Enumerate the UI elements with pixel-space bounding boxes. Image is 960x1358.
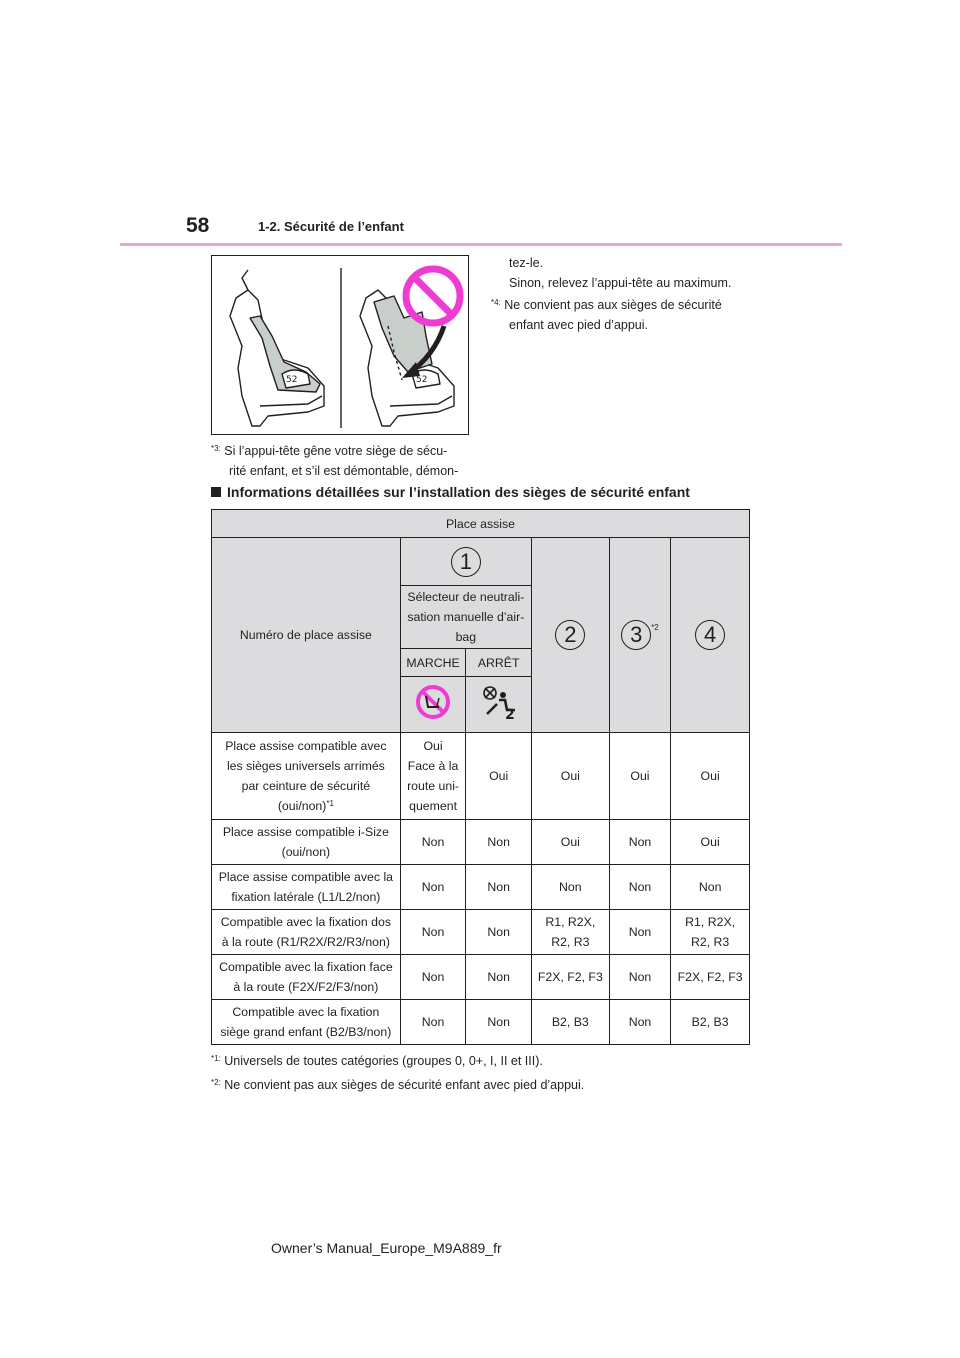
table-cell: Oui — [531, 733, 609, 820]
table-cell: Non — [671, 865, 750, 910]
table-cell: Non — [466, 820, 532, 865]
right-note — [491, 253, 731, 335]
table-cell: Non — [609, 820, 671, 865]
row-label-header: Numéro de place assise — [212, 538, 401, 733]
table-cell: F2X, F2, F3 — [531, 955, 609, 1000]
table-header-place-assise: Place assise — [212, 510, 750, 538]
svg-text:52: 52 — [416, 375, 428, 385]
airbag-off-label: ARRÊT — [466, 649, 532, 677]
table-cell: Non — [400, 955, 466, 1000]
footnote-marker: *1: — [211, 1054, 221, 1063]
table-cell: B2, B3 — [671, 1000, 750, 1045]
table-cell: Non — [609, 910, 671, 955]
airbag-on-label: MARCHE — [400, 649, 466, 677]
table-cell: Non — [609, 1000, 671, 1045]
page-footer: Owner’s Manual_Europe_M9A889_fr — [271, 1240, 502, 1256]
table-cell: Non — [531, 865, 609, 910]
table-cell: R1, R2X, R2, R3 — [531, 910, 609, 955]
seat-number-3: 3 $^{*2}$ — [609, 538, 671, 733]
note-text: Ne convient pas aux sièges de sécurité — [504, 298, 722, 312]
footnote-text: Universels de toutes catégories (groupes 0, 0+, I, II et III). — [224, 1054, 543, 1068]
note-text: Sinon, relevez l’appui-tête au maximum. — [509, 276, 732, 290]
table-row — [212, 1000, 750, 1045]
row-label: Compatible avec la fixation face à la route (F2X/F2/F3/non) — [212, 955, 401, 1000]
footnote-1 — [211, 1051, 543, 1071]
table-row — [212, 955, 750, 1000]
header-rule — [120, 243, 842, 246]
row-label: Compatible avec la fixation dos à la route (R1/R2X/R2/R3/non) — [212, 910, 401, 955]
table-cell: Oui Face à la route uni- quement — [400, 733, 466, 820]
table-cell: Oui — [671, 733, 750, 820]
footnote-marker: *3: — [211, 444, 221, 453]
table-cell: Non — [400, 1000, 466, 1045]
table-row — [212, 910, 750, 955]
table-cell: Non — [400, 865, 466, 910]
svg-text:52: 52 — [286, 375, 298, 385]
table-cell: Non — [609, 955, 671, 1000]
table-cell: Non — [466, 1000, 532, 1045]
table-cell: F2X, F2, F3 — [671, 955, 750, 1000]
seat-compatibility-table — [211, 509, 750, 1045]
airbag-on-icon — [415, 684, 451, 720]
page-number: 58 — [186, 214, 210, 237]
table-cell: Oui — [671, 820, 750, 865]
table-cell: Non — [466, 865, 532, 910]
footnote-text: rité enfant, et s’il est démontable, démon- — [229, 464, 459, 478]
seat-number-1: 1 — [400, 538, 531, 586]
footnote-marker: *2: — [211, 1078, 221, 1087]
table-cell: Oui — [609, 733, 671, 820]
table-row — [212, 865, 750, 910]
table-cell: Oui — [531, 820, 609, 865]
subsection-title: Informations détaillées sur l’installation des sièges de sécurité enfant — [211, 484, 690, 500]
footnote-3 — [211, 441, 458, 481]
svg-text:2: 2 — [504, 706, 515, 720]
row-label: Place assise compatible avec la fixation latérale (L1/L2/non) — [212, 865, 401, 910]
table-row — [212, 820, 750, 865]
airbag-selector-label: Sélecteur de neutrali- sation manuelle d’air- bag — [400, 586, 531, 649]
table-cell: R1, R2X, R2, R3 — [671, 910, 750, 955]
table-cell: Oui — [466, 733, 532, 820]
note-text: tez-le. — [509, 256, 544, 270]
footnote-marker: *4: — [491, 298, 501, 307]
footnote-text: Ne convient pas aux sièges de sécurité enfant avec pied d’appui. — [224, 1078, 585, 1092]
prohibition-icon — [406, 269, 460, 323]
seat-number-4: 4 — [671, 538, 750, 733]
row-label: Place assise compatible i-Size (oui/non) — [212, 820, 401, 865]
table-cell: Non — [466, 955, 532, 1000]
footnote-text: Si l’appui-tête gêne votre siège de sécu- — [224, 444, 448, 458]
table-cell: Non — [400, 910, 466, 955]
row-label: Place assise compatible avec les sièges universels arrimés par ceinture de sécurité $(oui/non)^{*1}$ — [212, 733, 401, 820]
airbag-off-icon-cell — [466, 677, 532, 733]
airbag-on-icon-cell — [400, 677, 466, 733]
seat-number-2: 2 — [531, 538, 609, 733]
note-text: enfant avec pied d’appui. — [509, 318, 648, 332]
section-title: 1-2. Sécurité de l’enfant — [258, 219, 404, 234]
table-row — [212, 733, 750, 820]
footnote-2 — [211, 1075, 584, 1095]
airbag-off-icon — [479, 684, 519, 720]
table-cell: Non — [466, 910, 532, 955]
table-cell: Non — [609, 865, 671, 910]
seat-3-note: *2 — [651, 623, 659, 632]
child-seat-illustration — [211, 255, 469, 435]
table-cell: B2, B3 — [531, 1000, 609, 1045]
child-seat-icon — [212, 256, 468, 434]
bullet-square-icon — [211, 487, 221, 497]
table-cell: Non — [400, 820, 466, 865]
row-label: Compatible avec la fixation siège grand enfant (B2/B3/non) — [212, 1000, 401, 1045]
